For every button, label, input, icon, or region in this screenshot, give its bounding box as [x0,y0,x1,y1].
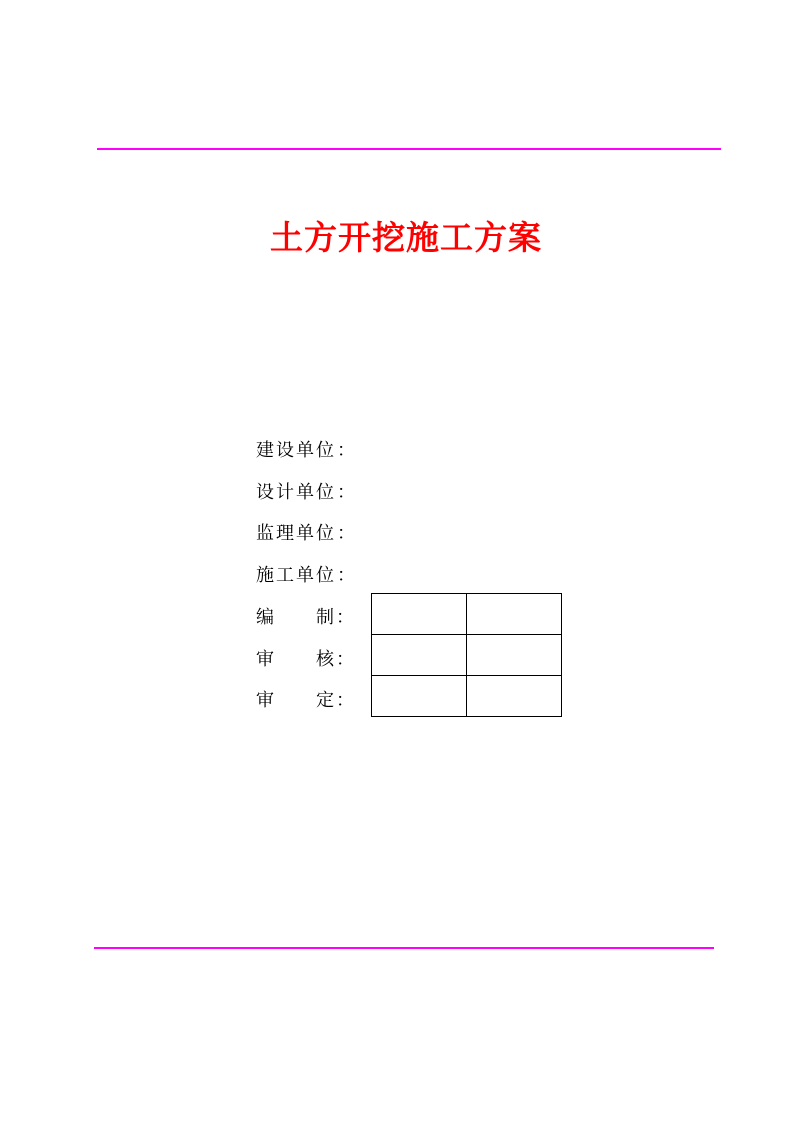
field-label-char-with-colon [316,690,356,712]
signature-cell-reviewer-date[interactable] [467,635,562,676]
field-colon: ： [336,649,356,670]
bottom-divider [94,947,714,949]
field-label: 监理单位 [256,523,336,544]
field-label-char: 定 [316,690,336,711]
field-label-char: 审 [256,690,276,711]
field-label-char-with-colon [316,649,356,671]
field-label-char: 审 [256,649,276,670]
signature-cell-reviewer-name[interactable] [372,635,467,676]
field-label: 设计单位 [256,482,336,503]
field-colon: ： [337,565,357,586]
field-label: 建设单位 [256,440,336,461]
field-colon: ： [337,482,357,503]
signature-table [371,593,562,717]
field-label: 施工单位 [256,565,336,586]
field-colon: ： [337,523,357,544]
table-row [372,594,562,635]
field-colon: ： [336,690,356,711]
table-row [372,676,562,717]
signature-cell-approver-name[interactable] [372,676,467,717]
field-colon: ： [336,607,356,628]
field-supervision-unit [256,523,357,545]
signature-cell-compiler-date[interactable] [467,594,562,635]
signature-cell-compiler-name[interactable] [372,594,467,635]
field-colon: ： [337,440,357,461]
field-label-char: 制 [316,607,336,628]
top-divider [97,148,721,150]
signature-cell-approver-date[interactable] [467,676,562,717]
document-title: 土方开挖施工方案 [270,218,542,257]
field-label-char: 核 [316,649,336,670]
field-label-char-with-colon [316,607,356,629]
table-row [372,635,562,676]
field-contractor-unit [256,565,357,587]
field-design-unit [256,482,357,504]
field-label-char: 编 [256,607,276,628]
field-construction-unit [256,440,357,462]
